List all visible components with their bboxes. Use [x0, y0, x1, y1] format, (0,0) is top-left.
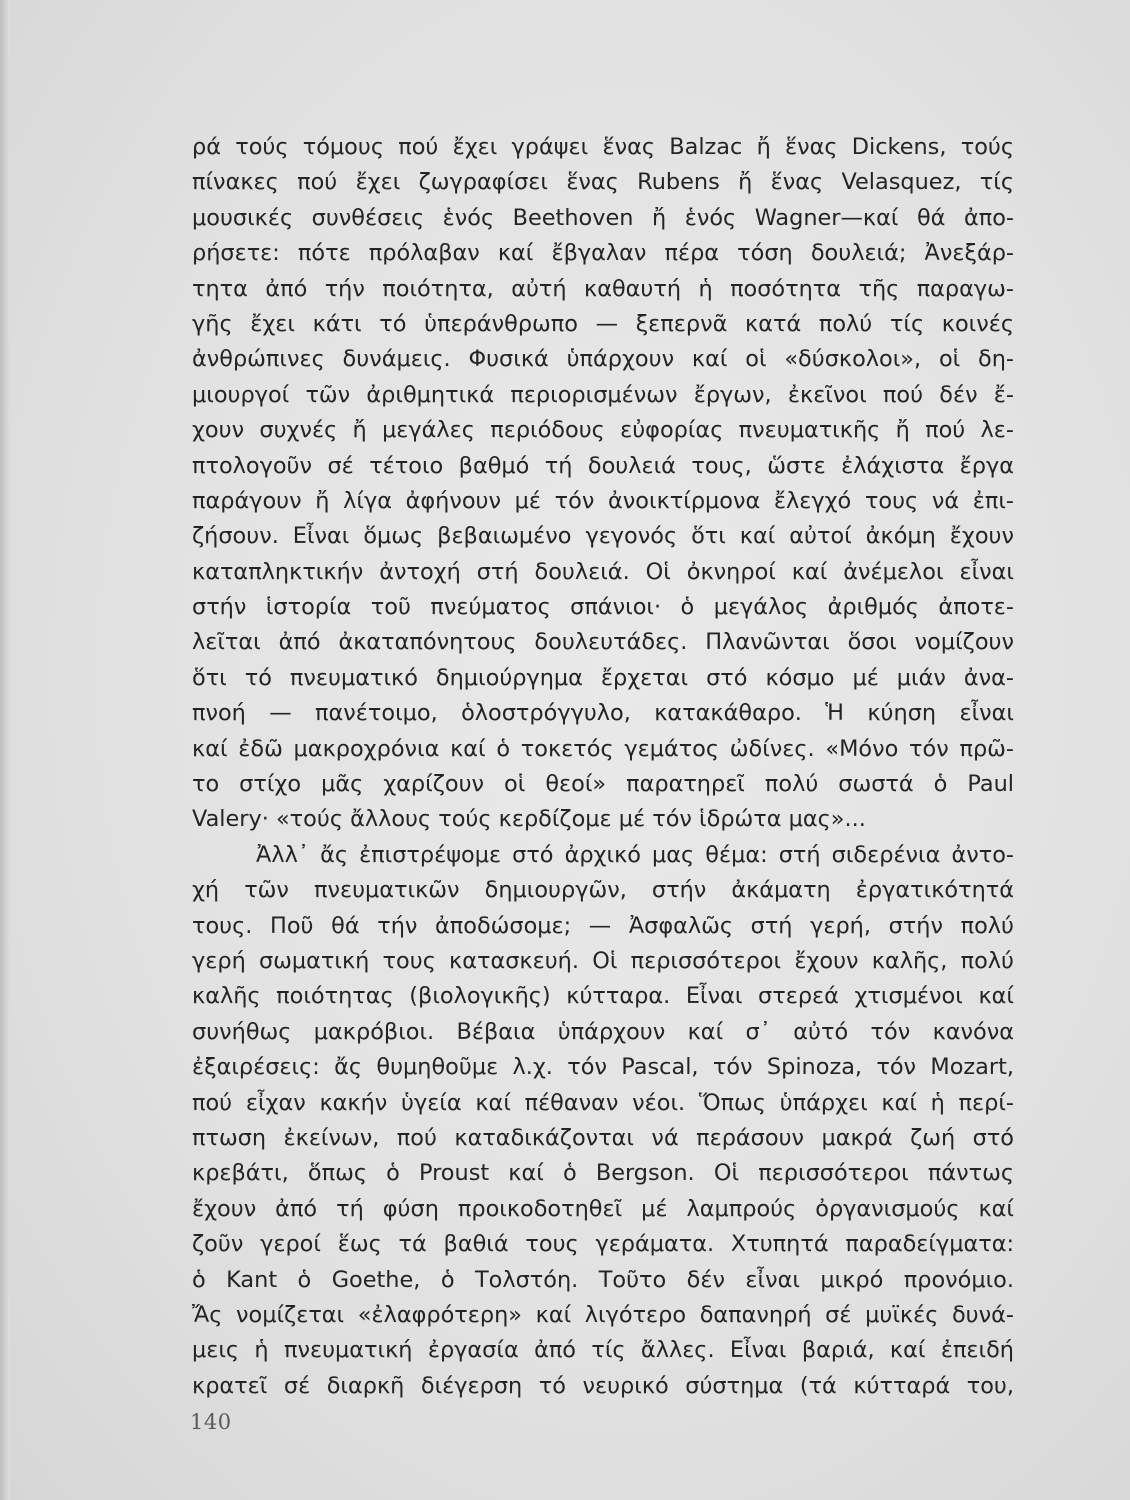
text-line: ἀνθρώπινες δυνάμεις. Φυσικά ὑπάρχουν καί οἱ «δύσκολοι», οἱ δη- — [192, 346, 1014, 373]
text-line: χή τῶν πνευματικῶν δημιουργῶν, στήν ἀκάματη ἐργατικότητά — [192, 877, 1014, 904]
text-line: κρεβάτι, ὅπως ὁ Proust καί ὁ Bergson. Οἱ περισσότεροι πάντως — [192, 1160, 1014, 1187]
text-line: πού εἶχαν κακήν ὑγεία καί πέθαναν νέοι. Ὅπως ὑπάρχει καί ἡ περί- — [192, 1089, 1014, 1116]
text-line: ὁ Kant ὁ Goethe, ὁ Τολστόη. Τοῦτο δέν εἶναι μικρό προνόμιο. — [192, 1266, 1014, 1293]
text-line: πτωση ἐκείνων, πού καταδικάζονται νά περάσουν μακρά ζωή στό — [192, 1124, 1014, 1151]
text-line: καταπληκτικήν ἀντοχή στή δουλειά. Οἱ ὀκνηροί καί ἀνέμελοι εἶναι — [192, 558, 1014, 585]
text-line: κρατεῖ σέ διαρκῆ διέγερση τό νευρικό σύστημα (τά κύτταρά του, — [192, 1372, 1014, 1399]
paragraph-end-line: Valery· «τούς ἄλλους τούς κερδίζομε μέ τόν ἱδρώτα μας»... — [192, 806, 866, 833]
text-line: τους. Ποῦ θά τήν ἀποδώσομε; — Ἀσφαλῶς στή γερή, στήν πολύ — [192, 912, 1014, 939]
text-line: καλῆς ποιότητας (βιολογικῆς) κύτταρα. Εἶναι στερεά χτισμένοι καί — [192, 983, 1014, 1010]
text-line: συνήθως μακρόβιοι. Βέβαια ὑπάρχουν καί σ᾽ αὐτό τόν κανόνα — [192, 1018, 1014, 1045]
page-number: 140 — [190, 1410, 232, 1434]
text-line: ρά τούς τόμους πού ἔχει γράψει ἕνας Balzac ἤ ἕνας Dickens, τούς — [192, 134, 1014, 160]
text-line: ζήσουν. Εἶναι ὅμως βεβαιωμένο γεγονός ὅτι καί αὐτοί ἀκόμη ἔχουν — [192, 523, 1014, 550]
text-line: γερή σωματική τους κατασκευή. Οἱ περισσότεροι ἔχουν καλῆς, πολύ — [192, 947, 1014, 974]
text-line: πίνακες πού ἔχει ζωγραφίσει ἕνας Rubens ἤ ἕνας Velasquez, τίς — [192, 169, 1014, 196]
text-line: τητα ἀπό τήν ποιότητα, αὐτή καθαυτή ἡ ποσότητα τῆς παραγω- — [192, 275, 1014, 302]
text-line: ἐξαιρέσεις: ἄς θυμηθοῦμε λ.χ. τόν Pascal, τόν Spinoza, τόν Mozart, — [192, 1054, 1014, 1081]
text-line: καί ἐδῶ μακροχρόνια καί ὁ τοκετός γεμάτος ὠδίνες. «Μόνο τόν πρῶ- — [192, 735, 1014, 762]
text-line: ἔχουν ἀπό τή φύση προικοδοτηθεῖ μέ λαμπρούς ὀργανισμούς καί — [192, 1195, 1014, 1222]
body-text — [192, 130, 1014, 1404]
text-line: γῆς ἔχει κάτι τό ὑπεράνθρωπο — ξεπερνᾶ κατά πολύ τίς κοινές — [192, 310, 1014, 337]
text-line: το στίχο μᾶς χαρίζουν οἱ θεοί» παρατηρεῖ πολύ σωστά ὁ Paul — [192, 771, 1014, 798]
text-line: ὅτι τό πνευματικό δημιούργημα ἔρχεται στό κόσμο μέ μιάν ἀνα- — [192, 664, 1014, 691]
text-line: μουσικές συνθέσεις ἑνός Beethoven ἤ ἑνός Wagner—καί θά ἀπο- — [192, 204, 1014, 231]
text-line: ζοῦν γεροί ἕως τά βαθιά τους γεράματα. Χτυπητά παραδείγματα: — [192, 1231, 1014, 1258]
text-line: Ἄς νομίζεται «ἐλαφρότερη» καί λιγότερο δαπανηρή σέ μυϊκές δυνά- — [192, 1301, 1014, 1328]
page-stack-edge — [0, 0, 10, 1500]
text-line: παράγουν ἤ λίγα ἀφήνουν μέ τόν ἀνοικτίρμονα ἔλεγχό τους νά ἐπι- — [192, 487, 1014, 514]
text-line: μιουργοί τῶν ἀριθμητικά περιορισμένων ἔργων, ἐκεῖνοι πού δέν ἔ- — [192, 381, 1014, 408]
text-line: πνοή — πανέτοιμο, ὁλοστρόγγυλο, κατακάθαρο. Ἡ κύηση εἶναι — [192, 700, 1014, 727]
text-line: χουν συχνές ἤ μεγάλες περιόδους εὐφορίας πνευματικῆς ἤ πού λε- — [192, 417, 1014, 444]
paragraph-start-line: Ἀλλ᾽ ἄς ἐπιστρέψομε στό ἀρχικό μας θέμα: στή σιδερένια ἀντο- — [256, 841, 1014, 868]
text-line: ρήσετε: πότε πρόλαβαν καί ἔβγαλαν πέρα τόση δουλειά; Ἀνεξάρ- — [192, 240, 1014, 267]
text-line: λεῖται ἀπό ἀκαταπόνητους δουλευτάδες. Πλανῶνται ὅσοι νομίζουν — [192, 629, 1014, 656]
text-line: στήν ἱστορία τοῦ πνεύματος σπάνιοι· ὁ μεγάλος ἀριθμός ἀποτε- — [192, 594, 1014, 621]
text-line: μεις ἡ πνευματική ἐργασία ἀπό τίς ἄλλες. Εἶναι βαριά, καί ἐπειδή — [192, 1337, 1014, 1364]
text-line: πτολογοῦν σέ τέτοιο βαθμό τή δουλειά τους, ὥστε ἐλάχιστα ἔργα — [192, 452, 1014, 479]
